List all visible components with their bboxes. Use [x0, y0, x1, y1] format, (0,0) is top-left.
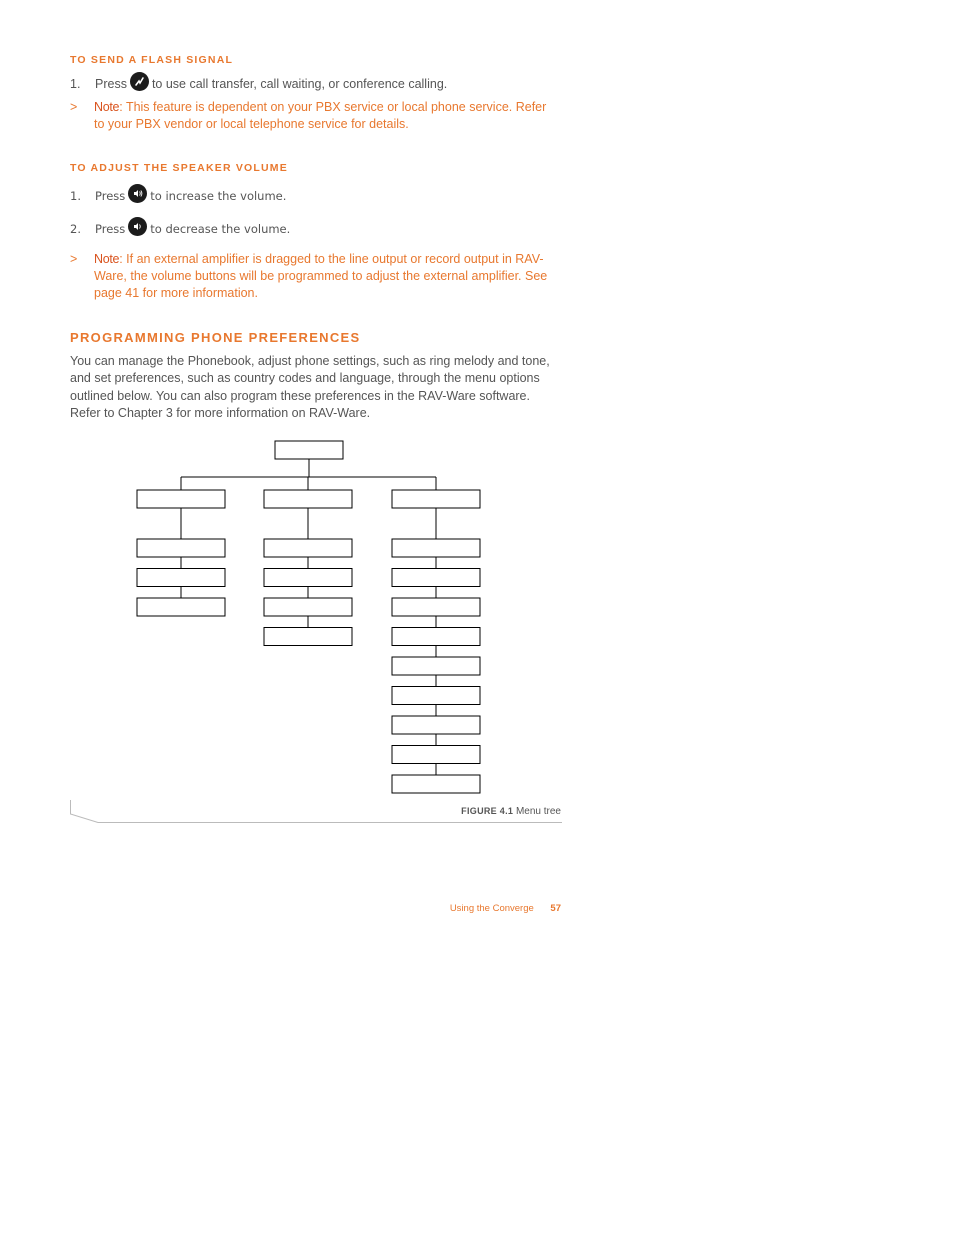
tree-header-box	[392, 490, 480, 508]
tree-root-box	[275, 441, 343, 459]
tree-item-box	[392, 539, 480, 557]
figure-number: FIGURE 4.1	[461, 806, 514, 816]
step-number: 1.	[70, 76, 81, 91]
note-label: Note	[94, 100, 120, 114]
tree-item-box	[392, 716, 480, 734]
tree-item-box	[392, 569, 480, 587]
note-label: Note	[94, 252, 120, 266]
page-number: 57	[550, 903, 561, 914]
tree-item-box	[264, 598, 352, 616]
tree-item-box	[264, 539, 352, 557]
footer-section: Using the Converge	[449, 903, 534, 914]
tree-item-box	[392, 775, 480, 793]
tree-item-box	[264, 569, 352, 587]
tree-header-box	[137, 490, 225, 508]
tree-item-box	[392, 687, 480, 705]
flash-heading: TO SEND A FLASH SIGNAL	[70, 54, 234, 66]
page-footer	[450, 903, 561, 914]
tree-header-box	[264, 490, 352, 508]
step-number: 1.	[70, 189, 81, 203]
volume-note-text: : If an external amplifier is dragged to the line output or record output in RAV-Ware, the volume buttons will be programmed to adjust the external amplifier. See page 41 for more information.	[94, 252, 548, 300]
press-label: Press	[95, 76, 127, 91]
figure-caption-text: Menu tree	[515, 806, 561, 817]
volume-up-text: to increase the volume.	[150, 189, 287, 203]
note-marker: >	[70, 100, 78, 114]
tree-item-box	[137, 569, 225, 587]
volume-down-text: to decrease the volume.	[150, 222, 291, 236]
press-label: Press	[95, 222, 126, 236]
programming-heading: PROGRAMMING PHONE PREFERENCES	[70, 330, 361, 345]
flash-note-text: : This feature is dependent on your PBX service or local phone service. Refer to your PBX vendor or local telephone service for details.	[94, 100, 547, 131]
press-label: Press	[95, 189, 126, 203]
tree-item-box	[392, 657, 480, 675]
tree-item-box	[392, 598, 480, 616]
flash-step-text: to use call transfer, call waiting, or conference calling.	[151, 76, 448, 91]
tree-item-box	[392, 628, 480, 646]
note-marker: >	[70, 252, 78, 266]
tree-item-box	[137, 598, 225, 616]
figure-caption	[461, 806, 561, 817]
tree-item-box	[264, 628, 352, 646]
tree-item-box	[392, 746, 480, 764]
tree-item-box	[137, 539, 225, 557]
volume-heading: TO ADJUST THE SPEAKER VOLUME	[70, 162, 288, 174]
step-number: 2.	[70, 222, 81, 236]
programming-paragraph: You can manage the Phonebook, adjust phone settings, such as ring melody and tone, and set preferences, such as country codes and language, through the menu options outlined below. You can also program these preferences in the RAV-Ware software. Refer to Chapter 3 for more information on RAV-Ware.	[70, 354, 550, 421]
